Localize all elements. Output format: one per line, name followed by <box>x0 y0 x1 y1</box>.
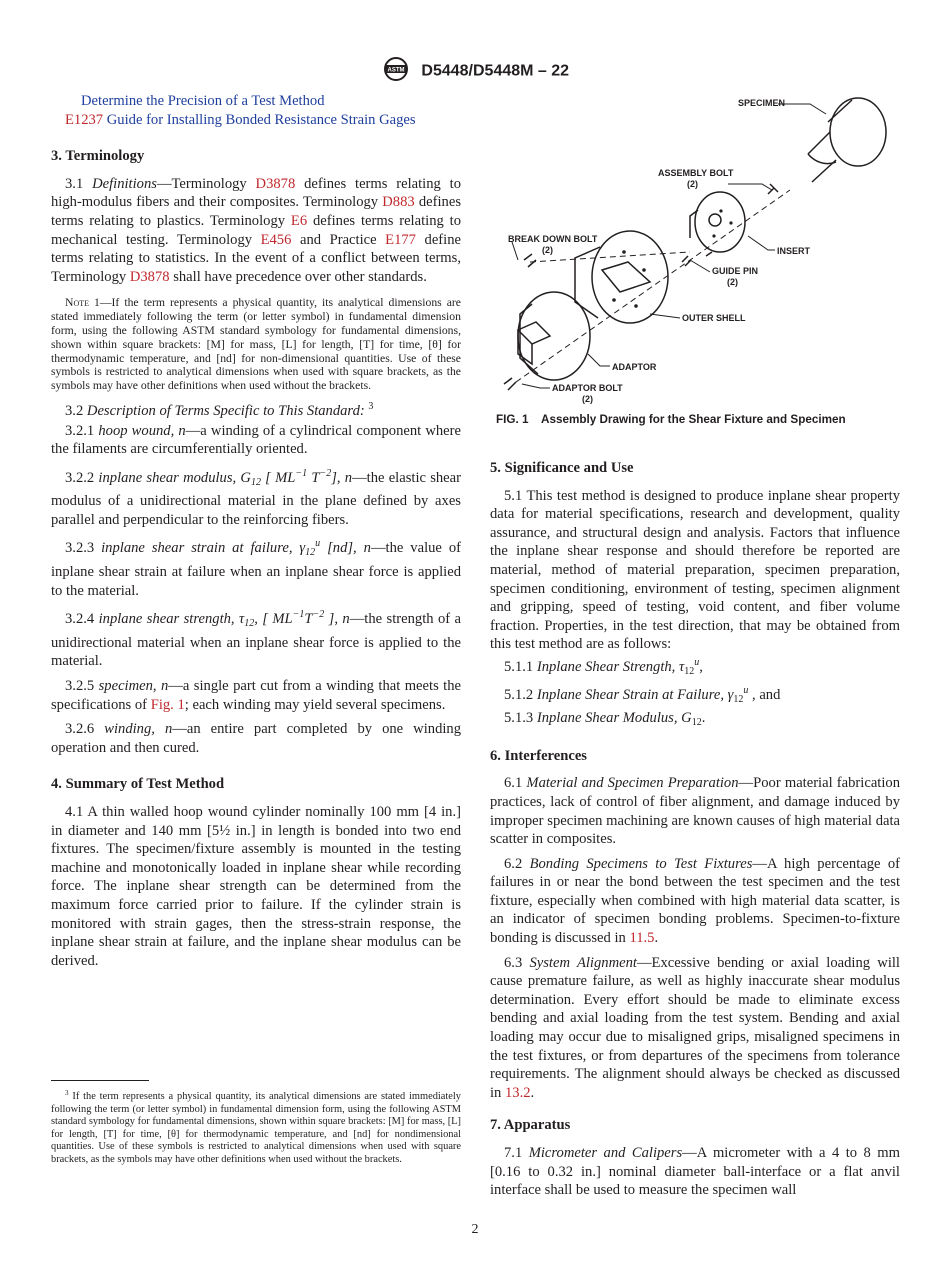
section-title: 7. Apparatus <box>490 1117 571 1134</box>
paragraph: 3.1 Definitions—Terminology D3878 defines terms relating to high-modulus fibers and their composites. Terminology D883 defines terms relating to plastics. Terminology E6 defines terms relating to mechanical testing. Terminology E456 and Practice E177 define terms relating to statistics. In the event of a conflict between terms, Terminology D3878 shall have precedence over other standards. <box>51 175 461 285</box>
paragraph: 7.1 Micrometer and Calipers—A micrometer with a 4 to 8 mm [0.16 to 0.32 in.] nominal diameter ball-interface or a flat anvil interface shall be used to measure the specimen wall <box>490 1145 901 1199</box>
list-item: 5.1.2 Inplane Shear Strain at Failure, $\gamma_{12}^u$ , and <box>504 684 781 705</box>
right-column <box>490 459 900 1200</box>
label-specimen: SPECIMEN <box>738 98 786 108</box>
label-outer-shell: OUTER SHELL <box>682 313 746 323</box>
svg-text:ASTM: ASTM <box>387 67 405 74</box>
list-item: 5.1.3 Inplane Shear Modulus, $G_{12}$. <box>504 710 706 729</box>
page-header <box>0 56 950 87</box>
label-adaptor-bolt-count: (2) <box>582 394 593 404</box>
paragraph: 3.2.4 inplane shear strength, $\tau_{12}$, [ $ML^{-1}T^{-2}$ ], n—the strength of a unidirectional material when an inplane shear force is applied to the material. <box>51 609 461 670</box>
paragraph: 4.1 A thin walled hoop wound cylinder nominally 100 mm [4 in.] in diameter and 140 mm [5½ in.] in length is bonded into two end fixtures. The specimen/fixture assembly is mounted in the testing machine and monotonically loaded in inplane shear while recording force. The inplane shear strength can be determined from the maximum force carried prior to failure. If the cylinder strain is monitored with strain gages, then the stress-strain response, the inplane shear strain at failure, and the inplane shear modulus can be derived. <box>51 804 461 969</box>
label-insert: INSERT <box>777 246 811 256</box>
section-title: 6. Interferences <box>490 747 587 764</box>
label-break-down-bolt: BREAK DOWN BOLT <box>508 234 598 244</box>
paragraph: 5.1 This test method is designed to produce inplane shear property data for material specifications, research and development, quality assurance, and structural design and analysis. Factors that influence the inplane shear response and should therefore be reported are material, method of material preparation, specimen preparation, specimen conditioning, environment of testing, specimen alignment and gripping, speed of testing, void content, and fiber volume fraction. Properties, in the test direction, that may be obtained from this test method are as follows: <box>490 487 900 653</box>
paragraph: 6.1 Material and Specimen Preparation—Poor material fabrication practices, lack of control of fiber alignment, and damage induced by improper specimen machining are known causes of high material data scatter in composites. <box>490 775 900 848</box>
reference-item: E1237 Guide for Installing Bonded Resistance Strain Gages <box>65 111 416 128</box>
section-link[interactable]: 13.2 <box>505 1084 531 1101</box>
list-item: 5.1.1 Inplane Shear Strength, $\tau_{12}^u$, <box>504 656 703 677</box>
section-title: 3. Terminology <box>51 148 145 165</box>
ref-link[interactable]: E456 <box>260 231 292 248</box>
ref-link[interactable]: E1237 <box>65 111 104 128</box>
footnote-rule <box>51 1080 149 1081</box>
label-break-down-bolt-count: (2) <box>542 245 553 255</box>
reference-item: Determine the Precision of a Test Method <box>81 93 325 109</box>
label-adaptor: ADAPTOR <box>612 362 657 372</box>
label-guide-pin: GUIDE PIN <box>712 266 759 276</box>
designation: D5448/D5448M – 22 <box>421 62 570 80</box>
section-title: 4. Summary of Test Method <box>51 776 225 793</box>
paragraph: 3.2.6 winding, n—an entire part completed by one winding operation and then cured. <box>51 721 462 756</box>
ref-link[interactable]: D3878 <box>255 175 296 192</box>
paragraph: 3.2.2 inplane shear modulus, $G_{12}$ [ $ML^{-1}$ $T^{-2}$], n—the elastic shear modulus of a unidirectional material in the plane defined by axes parallel and perpendicular to the reinforcing fibers. <box>51 467 461 528</box>
astm-logo-icon <box>381 56 411 87</box>
page-number: 2 <box>471 1222 479 1237</box>
section-link[interactable]: 11.5 <box>629 930 655 947</box>
assembly-figure <box>490 92 900 404</box>
ref-link[interactable]: E6 <box>290 212 308 229</box>
paragraph: 3.2 Description of Terms Specific to This Standard: $^3$ <box>65 400 374 419</box>
section-title: 5. Significance and Use <box>490 460 634 476</box>
paragraph: 6.3 System Alignment—Excessive bending or axial loading will cause premature failure, as well as highly inaccurate shear modulus determination. Every effort should be made to eliminate excess bending and axial loading from the test system. Bending and axial loading may occur due to misaligned grips, misaligned specimens in the test fixtures, or from departures of the specimens from tolerance requirements. The alignment should always be checked as discussed in 13.2. <box>490 954 900 1101</box>
label-adaptor-bolt: ADAPTOR BOLT <box>552 383 623 393</box>
footnote-block <box>51 1080 461 1167</box>
ref-link[interactable]: E177 <box>385 231 416 248</box>
note: Note 1—If the term represents a physical quantity, its analytical dimensions are stated immediately following the term (or letter symbol) in fundamental dimension form, using the following ASTM standard symbology for fundamental dimensions, shown within square brackets: [M] for mass, [L] for length, [T] for time, [θ] for thermodynamic temperature, and [nd] for non-dimensional quantities. Use of these symbols is restricted to analytical dimensions when used with square brackets, as the symbols may have other definitions when used without the brackets. <box>51 296 461 393</box>
left-column <box>51 92 461 970</box>
paragraph: 3.2.5 specimen, n—a single part cut from a winding that meets the specifications of Fig. 1; each winding may yield several specimens. <box>51 678 461 713</box>
specimen-cylinder <box>830 98 886 166</box>
label-assembly-bolt-count: (2) <box>687 179 698 189</box>
figure-caption: FIG. 1 Assembly Drawing for the Shear Fixture and Specimen <box>496 413 846 426</box>
label-guide-pin-count: (2) <box>727 277 738 287</box>
paragraph: 3.2.1 hoop wound, n—a winding of a cylindrical component where the filaments are circumferentially oriented. <box>51 422 461 458</box>
footnote: $^3$ If the term represents a physical quantity, its analytical dimensions are stated immediately following the term (or letter symbol) in fundamental dimension form, using the following ASTM standard symbology for fundamental dimensions, shown within square brackets: [M] for mass, [L] for length, [T] for time, [θ] for thermodynamic temperature, and [nd] for nondimensional quantities. Use of these symbols is restricted to analytical dimensions when used with square brackets, as the symbols may have other definitions when used without the brackets. <box>51 1089 461 1165</box>
label-assembly-bolt: ASSEMBLY BOLT <box>658 168 734 178</box>
figure-link[interactable]: Fig. 1 <box>150 696 185 713</box>
paragraph: 6.2 Bonding Specimens to Test Fixtures—A high percentage of failures in or near the bond between the test specimen and the test fixture, especially when combined with high material data scatter, is an indicator of specimen bonding problems. Specimen-to-fixture bonding is discussed in 11.5. <box>490 855 900 947</box>
paragraph: 3.2.3 inplane shear strain at failure, $\gamma_{12}^u$ [nd], n—the value of inplane shear strain at failure when an inplane shear force is applied to the material. <box>51 538 461 599</box>
ref-link[interactable]: D883 <box>382 194 415 211</box>
ref-link[interactable]: D3878 <box>129 268 170 285</box>
